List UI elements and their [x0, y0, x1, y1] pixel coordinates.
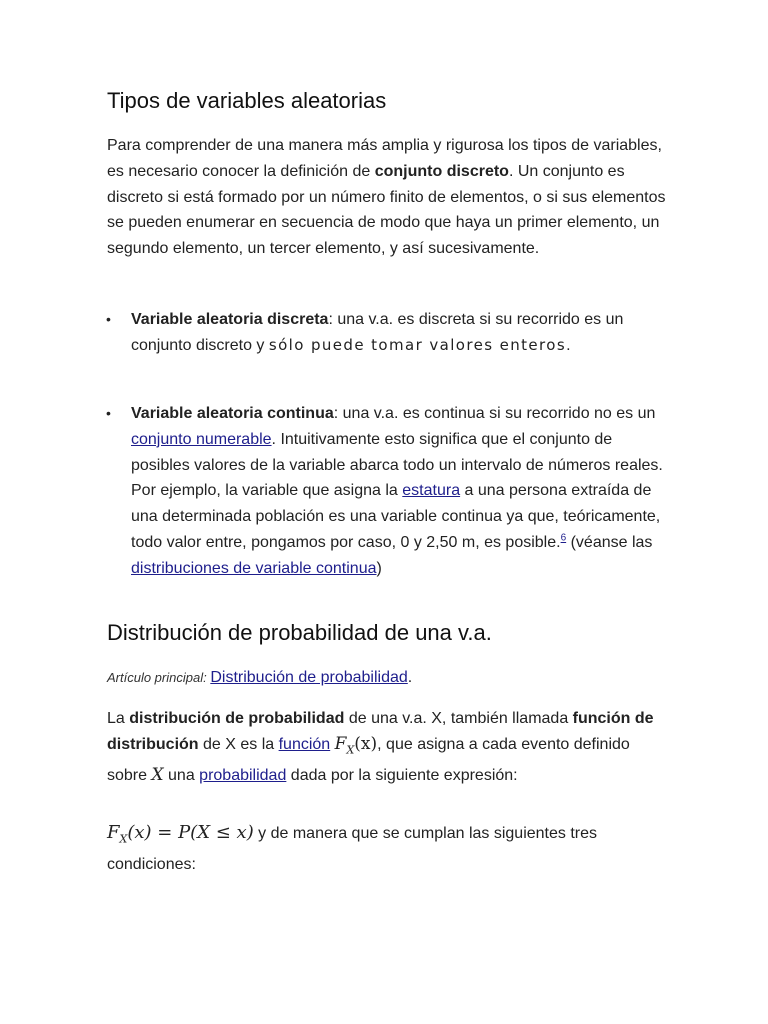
math-fx-f: F	[334, 733, 347, 754]
math-fx-arg: (x)	[354, 733, 378, 754]
discreta-end: .	[566, 336, 571, 354]
article-end: .	[407, 669, 413, 686]
link-funcion[interactable]: función	[278, 735, 331, 753]
bullet-dot: •	[106, 405, 111, 421]
continua-text-3: a una persona extraída de una determinada población es una variable continua ya que, teóricamente, todo valor entre, pongamos por caso, 0 y 2,50 m, es posible.	[131, 482, 661, 551]
formula-math	[107, 822, 254, 846]
link-distribucion-probabilidad[interactable]: Distribución de probabilidad	[210, 669, 408, 686]
link-estatura[interactable]: estatura	[402, 482, 461, 500]
p1-text-f: dada por la siguiente expresión:	[286, 766, 518, 784]
formula-paragraph	[107, 820, 667, 878]
p1-text-b: de una v.a. X, también llamada	[344, 710, 573, 727]
bullet-dot: •	[106, 311, 111, 327]
p1-text-a: La	[107, 710, 130, 727]
formula-sub: X	[119, 832, 128, 846]
term-discreta: Variable aleatoria discreta	[131, 311, 329, 328]
discreta-text: : una v.a. es discreta si su recorrido es un conjunto discreto y	[131, 311, 624, 354]
math-fx	[334, 733, 378, 757]
formula-rest: (x) = P(X ≤ x)	[127, 822, 254, 843]
term-continua: Variable aleatoria continua	[131, 405, 334, 422]
intro-paragraph	[107, 133, 667, 262]
continua-text-5: )	[376, 559, 382, 577]
intro-text-1: Para comprender de una manera más amplia y rigurosa los tipos de variables, es necesario conocer la definición de	[107, 137, 662, 180]
bullet-continua	[106, 401, 666, 582]
link-probabilidad[interactable]: probabilidad	[199, 766, 287, 784]
p1-text-d: , que asigna a cada evento definido sobre	[107, 735, 630, 784]
footnote-link[interactable]: 6	[560, 532, 567, 544]
link-distribuciones-continua[interactable]: distribuciones de variable continua	[131, 559, 377, 577]
continua-text-1: : una v.a. es continua si su recorrido no es un	[333, 405, 656, 422]
continua-text-2: . Intuitivamente esto significa que el conjunto de posibles valores de la variable abarca todo un intervalo de números reales. Por ejemplo, la variable que asigna la	[131, 430, 663, 500]
bullet-discreta	[106, 307, 666, 359]
distribution-paragraph	[107, 706, 667, 789]
p1-text-c: de X es la	[198, 735, 279, 753]
math-x: X	[151, 764, 164, 785]
p1-text-e: una	[163, 766, 200, 784]
formula-f: F	[107, 822, 120, 843]
math-fx-sub: X	[346, 743, 355, 757]
intro-text-2: . Un conjunto es discreto si está formado por un número finito de elementos, o si sus elementos se pueden enumerar en secuencia de modo que haya un primer elemento, un segundo elemento, un tercer elemento, y así sucesivamente.	[107, 162, 666, 258]
link-conjunto-numerable[interactable]: conjunto numerable	[131, 430, 272, 448]
article-label: Artículo principal:	[107, 670, 211, 685]
formula-text: y de manera que se cumplan las siguientes tres condiciones:	[107, 825, 598, 874]
discreta-spaced-text: sólo puede tomar valores enteros	[268, 335, 567, 354]
section-title-distribucion: Distribución de probabilidad de una v.a.	[107, 620, 492, 645]
p1-bold-1: distribución de probabilidad	[129, 710, 345, 727]
p1-bold-2: función de distribución	[107, 710, 654, 753]
section-title-tipos: Tipos de variables aleatorias	[107, 88, 387, 113]
intro-bold-term: conjunto discreto	[374, 162, 509, 180]
article-note	[107, 665, 667, 691]
continua-text-4: (véanse las	[566, 533, 653, 551]
